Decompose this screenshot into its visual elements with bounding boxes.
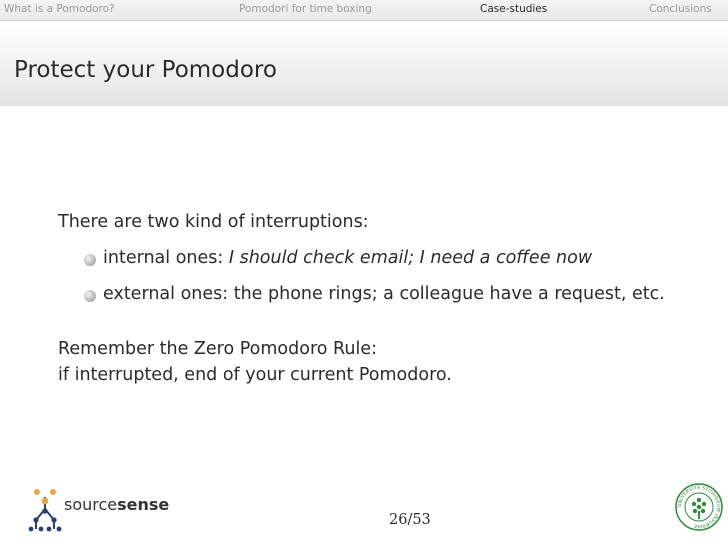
bullet-icon <box>84 290 96 302</box>
logo-word-bold: sense <box>117 495 170 514</box>
page-number: 26/53 <box>389 512 431 528</box>
bullet-internal-prefix: internal ones: <box>103 248 224 268</box>
bullet-external-prefix: external ones: <box>103 284 229 304</box>
svg-text:UNIVERSITA STUDIORUM INSUBRIAE: UNIVERSITA STUDIORUM INSUBRIAE <box>677 485 721 529</box>
bullet-internal <box>103 248 592 268</box>
section-navigation-bar <box>0 0 728 21</box>
logo-wordmark <box>64 495 169 514</box>
sourcesense-logo-icon <box>28 487 62 533</box>
nav-item-pomodori-for-time-boxing[interactable]: Pomodori for time boxing <box>239 3 372 15</box>
bullet-external-text: the phone rings; a colleague have a request, etc. <box>233 284 665 304</box>
university-seal-icon <box>675 483 723 531</box>
rule-line-1: Remember the Zero Pomodoro Rule: <box>58 339 378 359</box>
rule-line-2: if interrupted, end of your current Pomodoro. <box>58 365 452 385</box>
nav-item-conclusions[interactable]: Conclusions <box>649 3 712 15</box>
bullet-icon <box>84 254 96 266</box>
bullet-internal-emphasis: I should check email; I need a coffee now <box>228 248 593 268</box>
sourcesense-logo <box>28 487 178 533</box>
intro-text: There are two kind of interruptions: <box>58 212 369 232</box>
nav-item-case-studies[interactable]: Case-studies <box>480 3 548 15</box>
nav-item-what-is-a-pomodoro[interactable]: What is a Pomodoro? <box>4 3 115 15</box>
slide-title: Protect your Pomodoro <box>14 57 277 83</box>
logo-word-light: source <box>64 495 118 514</box>
bullet-external <box>103 284 665 304</box>
